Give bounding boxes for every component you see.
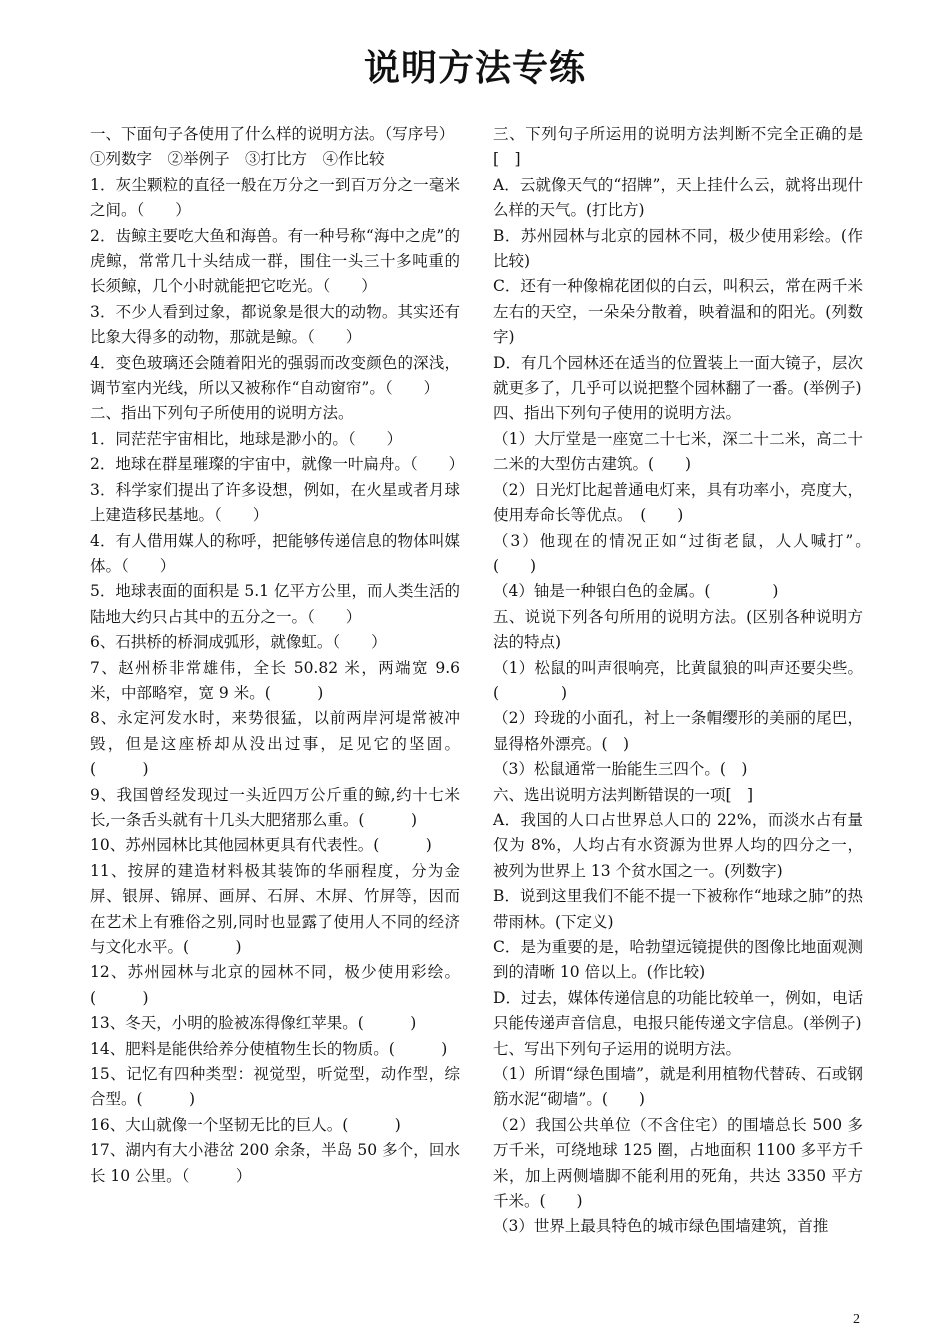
- question-line: A．云就像天气的“招牌”，天上挂什么云，就将出现什么样的天气。(打比方): [493, 175, 863, 220]
- right-column: [493, 122, 926, 1240]
- question-line: 3．科学家们提出了许多设想，例如，在火星或者月球上建造移民基地。（ ）: [90, 480, 460, 525]
- question-line: 1．灰尘颗粒的直径一般在万分之一到百万分之一毫米之间。（ ）: [90, 175, 460, 220]
- question-line: （1）所谓“绿色围墙”，就是利用植物代替砖、石或钢筋水泥“砌墙”。( ): [493, 1065, 863, 1109]
- question-line: 4．变色玻璃还会随着阳光的强弱而改变颜色的深浅，调节室内光线，所以又被称作“自动窗帘”。（ ）: [90, 353, 460, 398]
- question-line: 12、苏州园林与北京的园林不同，极少使用彩绘。( ): [90, 963, 460, 1007]
- question-line: 五、说说下列各句所用的说明方法。(区别各种说明方法的特点): [493, 607, 863, 652]
- question-line: D．过去，媒体传递信息的功能比较单一，例如，电话只能传递声音信息，电报只能传递文字信息。(举例子): [493, 988, 863, 1033]
- question-line: 9、我国曾经发现过一头近四万公斤重的鲸,约十七米长,一条舌头就有十几头大肥猪那么重。( ): [90, 785, 460, 829]
- question-line: （4）铀是一种银白色的金属。( ): [493, 582, 779, 601]
- question-line: 二、指出下列句子所使用的说明方法。: [90, 404, 354, 423]
- question-line: 16、大山就像一个坚韧无比的巨人。( ): [90, 1115, 401, 1134]
- page-number: 2: [853, 1312, 860, 1327]
- left-column: [90, 122, 465, 1189]
- question-line: 6、石拱桥的桥洞成弧形，就像虹。（ ）: [90, 633, 387, 652]
- question-line: ①列数字 ②举例子 ③打比方 ④作比较: [90, 150, 385, 169]
- question-line: （2）玲珑的小面孔，衬上一条帽缨形的美丽的尾巴，显得格外漂亮。( ): [493, 709, 863, 753]
- question-line: 一、下面句子各使用了什么样的说明方法。（写序号）: [90, 125, 455, 143]
- question-line: B．说到这里我们不能不提一下被称作“地球之肺”的热带雨林。(下定义): [493, 887, 863, 931]
- question-line: （1）松鼠的叫声很响亮，比黄鼠狼的叫声还要尖些。( ): [493, 658, 863, 702]
- question-line: 15、记忆有四种类型：视觉型，听觉型，动作型，综合型。( ): [90, 1065, 460, 1109]
- question-line: D．有几个园林还在适当的位置装上一面大镜子，层次就更多了，几乎可以说把整个园林翻了一番。(举例子): [493, 353, 863, 398]
- question-line: 17、湖内有大小港岔 200 余条，半岛 50 多个，回水长 10 公里。（ ）: [90, 1141, 460, 1185]
- question-line: （3）松鼠通常一胎能生三四个。( ): [493, 760, 748, 779]
- question-line: 1．同茫茫宇宙相比，地球是渺小的。（ ）: [90, 429, 403, 448]
- question-line: B．苏州园林与北京的园林不同，极少使用彩绘。(作比较): [493, 226, 863, 271]
- question-line: 14、肥料是能供给养分使植物生长的物质。( ): [90, 1039, 448, 1058]
- question-line: 13、冬天，小明的脸被冻得像红苹果。( ): [90, 1014, 417, 1033]
- question-line: 11、按屏的建造材料极其装饰的华丽程度，分为金屏、银屏、锦屏、画屏、石屏、木屏、竹屏等，因而在艺术上有雅俗之别,同时也显露了使用人不同的经济与文化水平。( ): [90, 861, 460, 956]
- question-line: （3）他现在的情况正如“过街老鼠，人人喊打”。 ( ): [493, 531, 926, 575]
- question-line: 10、苏州园林比其他园林更具有代表性。( ): [90, 836, 432, 855]
- question-line: 四、指出下列句子使用的说明方法。: [493, 404, 742, 423]
- question-line: 2．齿鲸主要吃大鱼和海兽。有一种号称“海中之虎”的虎鲸，常常几十头结成一群，围住一头三十多吨重的长须鲸，几个小时就能把它吃光。（ ）: [90, 226, 460, 296]
- question-line: 5．地球表面的面积是 5.1 亿平方公里，而人类生活的陆地大约只占其中的五分之一。（ ）: [90, 582, 460, 626]
- question-line: （1）大厅堂是一座宽二十七米，深二十二米，高二十二米的大型仿古建筑。( ): [493, 429, 863, 474]
- question-line: 4．有人借用媒人的称呼，把能够传递信息的物体叫媒体。（ ）: [90, 531, 460, 575]
- question-line: C．还有一种像棉花团似的白云，叫积云，常在两千米左右的天空，一朵朵分散着，映着温和的阳光。(列数字): [493, 277, 863, 347]
- page-title: 说明方法专练: [363, 48, 586, 89]
- question-line: 8、永定河发水时，来势很猛，以前两岸河堤常被冲毁，但是这座桥却从没出过事，足见它的坚固。( ): [90, 709, 460, 779]
- question-line: （3）世界上最具特色的城市绿色围墙建筑，首推: [493, 1217, 829, 1236]
- question-line: A．我国的人口占世界总人口的 22%，而淡水占有量仅为 8%，人均占有水资源为世界人均的四分之一，被列为世界上 13 个贫水国之一。(列数字): [493, 810, 863, 880]
- question-line: 7、赵州桥非常雄伟，全长 50.82 米，两端宽 9.6 米，中部略窄，宽 9 米。( ): [90, 658, 460, 702]
- question-line: 六、选出说明方法判断错误的一项[ ]: [493, 785, 754, 804]
- question-line: C．是为重要的是，哈勃望远镜提供的图像比地面观测到的清晰 10 倍以上。(作比较): [493, 938, 863, 982]
- question-line: （2）我国公共单位（不含住宅）的围墙总长 500 多万千米，可绕地球 125 圈，占地面积 1100 多平方千米，加上两侧墙脚不能利用的死角，共达 3350 平方千米。( ): [493, 1115, 863, 1211]
- question-line: 三、下列句子所运用的说明方法判断不完全正确的是[ ]: [493, 125, 863, 169]
- question-line: 3．不少人看到过象，都说象是很大的动物。其实还有比象大得多的动物，那就是鲸。（ ）: [90, 302, 460, 347]
- question-line: （2）日光灯比起普通电灯来，具有功率小，亮度大，使用寿命长等优点。 ( ): [493, 480, 863, 525]
- question-line: 七、写出下列句子运用的说明方法。: [493, 1039, 742, 1058]
- question-line: 2．地球在群星璀璨的宇宙中，就像一叶扁舟。（ ）: [90, 455, 465, 474]
